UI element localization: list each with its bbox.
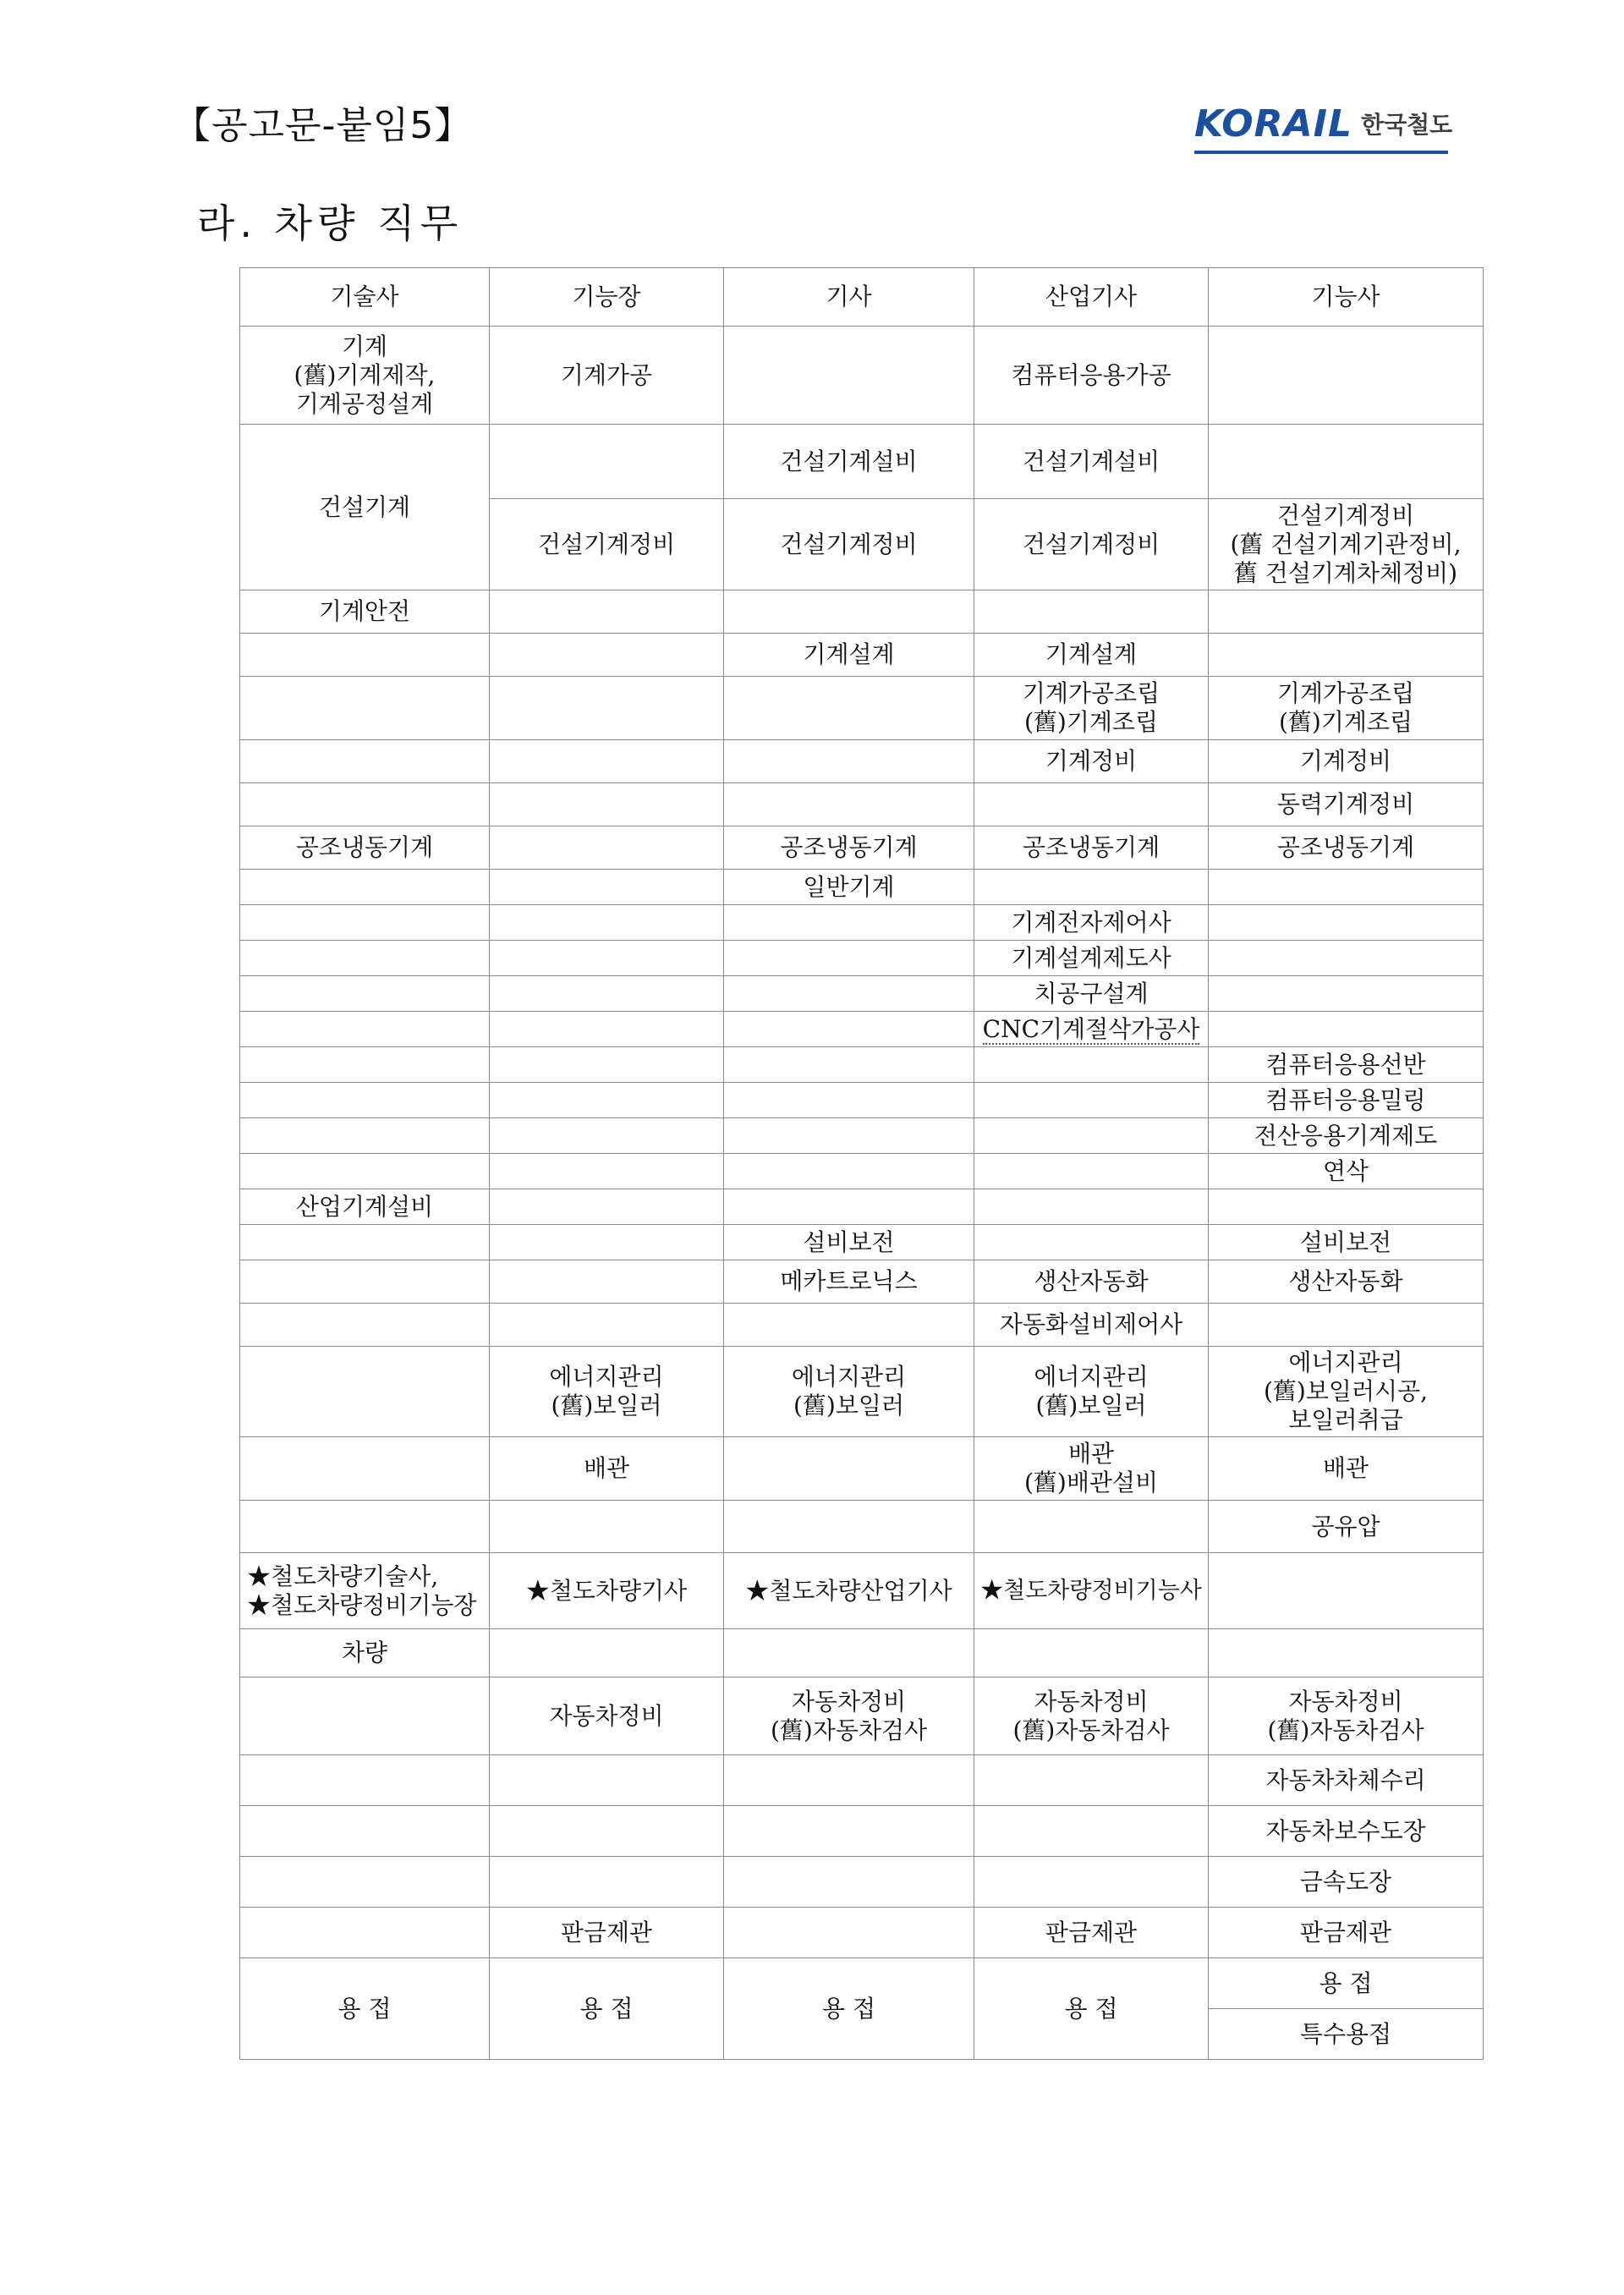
table-cell: 기계가공조립 (舊)기계조립 — [974, 677, 1209, 740]
table-cell: 컴퓨터응용밀링 — [1209, 1083, 1484, 1118]
table-cell — [724, 1755, 974, 1806]
table-cell — [490, 425, 724, 499]
table-cell — [724, 1501, 974, 1553]
table-row — [240, 1260, 1484, 1304]
table-cell — [724, 1118, 974, 1154]
table-cell — [490, 1012, 724, 1047]
table-cell — [490, 1304, 724, 1347]
table-cell — [490, 1083, 724, 1118]
table-cell — [240, 1154, 490, 1189]
notice-label: 【공고문-붙임5】 — [173, 104, 473, 147]
table-cell — [240, 783, 490, 826]
table-cell — [1209, 425, 1484, 499]
table-cell: 건설기계정비 — [974, 499, 1209, 590]
table-cell — [724, 1012, 974, 1047]
table-cell — [724, 1437, 974, 1501]
table-cell — [724, 1806, 974, 1857]
table-cell — [490, 1154, 724, 1189]
table-cell — [240, 1304, 490, 1347]
table-row — [240, 1047, 1484, 1083]
table-row — [240, 1958, 1484, 2009]
table-cell — [724, 1857, 974, 1908]
table-cell — [974, 1189, 1209, 1225]
table-header-row — [240, 268, 1484, 327]
table-cell: 공조냉동기계 — [240, 826, 490, 870]
table-cell: 차량 — [240, 1629, 490, 1677]
table-cell — [1209, 1629, 1484, 1677]
table-cell: 금속도장 — [1209, 1857, 1484, 1908]
column-header: 기능사 — [1209, 268, 1484, 327]
table-row — [240, 677, 1484, 740]
table-cell: 특수용접 — [1209, 2009, 1484, 2060]
table-cell — [724, 941, 974, 976]
table-cell: 컴퓨터응용선반 — [1209, 1047, 1484, 1083]
table-cell — [240, 1755, 490, 1806]
table-cell: 치공구설계 — [974, 976, 1209, 1012]
logo-underline — [1194, 151, 1448, 154]
table-cell: 자동차차체수리 — [1209, 1755, 1484, 1806]
table-cell: 건설기계정비 (舊 건설기계기관정비, 舊 건설기계차체정비) — [1209, 499, 1484, 590]
table-cell — [490, 677, 724, 740]
table-cell — [974, 783, 1209, 826]
table-cell: 메카트로닉스 — [724, 1260, 974, 1304]
section-title: 라. 차량 직무 — [197, 200, 464, 246]
table-cell: 건설기계 — [240, 425, 490, 590]
table-cell — [974, 1806, 1209, 1857]
table-cell — [240, 1047, 490, 1083]
table-cell: 배관 — [1209, 1437, 1484, 1501]
table-cell — [240, 740, 490, 783]
table-cell: 용 접 — [240, 1958, 490, 2060]
table-cell — [240, 634, 490, 677]
table-cell: 설비보전 — [1209, 1225, 1484, 1260]
table-row — [240, 1755, 1484, 1806]
table-cell: 자동차정비 (舊)자동차검사 — [724, 1677, 974, 1755]
table-cell: 에너지관리 (舊)보일러 — [724, 1347, 974, 1437]
table-cell — [724, 1083, 974, 1118]
table-cell — [724, 1154, 974, 1189]
table-row — [240, 1225, 1484, 1260]
table-cell: 자동차정비 (舊)자동차검사 — [1209, 1677, 1484, 1755]
table-row — [240, 783, 1484, 826]
table-cell — [724, 1189, 974, 1225]
table-cell — [240, 1677, 490, 1755]
table-cell — [490, 783, 724, 826]
table-cell: 건설기계설비 — [724, 425, 974, 499]
table-cell: 건설기계설비 — [974, 425, 1209, 499]
table-cell — [1209, 1553, 1484, 1629]
table-cell — [974, 1857, 1209, 1908]
table-cell — [724, 783, 974, 826]
table-cell — [490, 1189, 724, 1225]
table-cell — [1209, 1304, 1484, 1347]
table-cell: 기계설계제도사 — [974, 941, 1209, 976]
table-cell — [1209, 1189, 1484, 1225]
column-header: 산업기사 — [974, 268, 1209, 327]
table-row — [240, 941, 1484, 976]
table-cell — [974, 1047, 1209, 1083]
table-cell: 자동차정비 — [490, 1677, 724, 1755]
table-cell — [240, 941, 490, 976]
table-cell — [490, 1857, 724, 1908]
table-row — [240, 976, 1484, 1012]
table-row — [240, 1677, 1484, 1755]
table-cell — [490, 870, 724, 905]
table-cell: 판금제관 — [974, 1908, 1209, 1958]
logo-brand: KORAIL — [1194, 102, 1353, 145]
table-row — [240, 1154, 1484, 1189]
table-cell — [490, 1225, 724, 1260]
table-cell — [724, 1908, 974, 1958]
table-cell: ★철도차량기술사, ★철도차량정비기능장 — [240, 1553, 490, 1629]
table-cell — [490, 976, 724, 1012]
table-cell — [240, 1347, 490, 1437]
column-header: 기술사 — [240, 268, 490, 327]
table-cell: 기계설계 — [724, 634, 974, 677]
table-cell: 공조냉동기계 — [1209, 826, 1484, 870]
table-cell: CNC기계절삭가공사 — [974, 1012, 1209, 1047]
table-row — [240, 425, 1484, 499]
table-cell — [490, 826, 724, 870]
table-cell: 기계가공 — [490, 327, 724, 425]
table-row — [240, 1629, 1484, 1677]
table-cell — [724, 590, 974, 634]
table-cell: 생산자동화 — [1209, 1260, 1484, 1304]
table-cell — [724, 1047, 974, 1083]
table-cell — [1209, 634, 1484, 677]
table-cell — [1209, 976, 1484, 1012]
table-row — [240, 1437, 1484, 1501]
table-row — [240, 905, 1484, 941]
table-cell — [240, 905, 490, 941]
table-cell — [1209, 941, 1484, 976]
table-cell — [240, 1260, 490, 1304]
korail-logo — [1194, 100, 1452, 147]
table-cell — [1209, 327, 1484, 425]
table-cell — [240, 1806, 490, 1857]
table-cell — [490, 941, 724, 976]
table-cell: 배관 — [490, 1437, 724, 1501]
table-cell — [490, 590, 724, 634]
table-cell — [724, 740, 974, 783]
table-cell — [240, 1908, 490, 1958]
table-row — [240, 1553, 1484, 1629]
logo-korean: 한국철도 — [1361, 111, 1453, 139]
table-cell — [724, 1304, 974, 1347]
table-cell: 건설기계정비 — [724, 499, 974, 590]
table-cell: 설비보전 — [724, 1225, 974, 1260]
table-cell: 산업기계설비 — [240, 1189, 490, 1225]
table-row — [240, 1189, 1484, 1225]
table-cell: 기계설계 — [974, 634, 1209, 677]
table-row — [240, 826, 1484, 870]
qualification-table — [239, 267, 1484, 2060]
table-cell — [240, 870, 490, 905]
table-cell — [1209, 870, 1484, 905]
table-row — [240, 1857, 1484, 1908]
table-cell — [490, 1047, 724, 1083]
table-cell: 에너지관리 (舊)보일러 — [490, 1347, 724, 1437]
table-cell — [1209, 905, 1484, 941]
table-row — [240, 1083, 1484, 1118]
table-cell: 기계정비 — [1209, 740, 1484, 783]
table-cell — [490, 1260, 724, 1304]
table-cell: 건설기계정비 — [490, 499, 724, 590]
table-cell — [240, 1857, 490, 1908]
table-row — [240, 1012, 1484, 1047]
table-cell — [974, 870, 1209, 905]
table-cell: 에너지관리 (舊)보일러 — [974, 1347, 1209, 1437]
table-row — [240, 1908, 1484, 1958]
table-cell: 용 접 — [724, 1958, 974, 2060]
table-cell — [490, 1806, 724, 1857]
table-cell — [490, 1755, 724, 1806]
table-cell — [490, 1501, 724, 1553]
table-cell — [974, 1501, 1209, 1553]
table-cell: 자동화설비제어사 — [974, 1304, 1209, 1347]
column-header: 기사 — [724, 268, 974, 327]
table-cell — [724, 1629, 974, 1677]
table-cell — [240, 1012, 490, 1047]
table-cell — [724, 677, 974, 740]
table-cell: 기계전자제어사 — [974, 905, 1209, 941]
table-cell — [490, 740, 724, 783]
table-cell — [1209, 590, 1484, 634]
table-cell: 기계정비 — [974, 740, 1209, 783]
table-cell: 공유압 — [1209, 1501, 1484, 1553]
table-cell — [724, 905, 974, 941]
table-cell: 생산자동화 — [974, 1260, 1209, 1304]
table-cell — [974, 1225, 1209, 1260]
table-row — [240, 1501, 1484, 1553]
table-cell — [974, 1755, 1209, 1806]
table-cell — [240, 677, 490, 740]
table-cell: 배관 (舊)배관설비 — [974, 1437, 1209, 1501]
table-cell: 전산응용기계제도 — [1209, 1118, 1484, 1154]
table-cell — [974, 1629, 1209, 1677]
table-cell: 용 접 — [1209, 1958, 1484, 2009]
table-cell — [240, 1225, 490, 1260]
table-cell — [240, 1437, 490, 1501]
table-cell: 공조냉동기계 — [724, 826, 974, 870]
table-cell — [490, 905, 724, 941]
table-row — [240, 870, 1484, 905]
table-cell: 일반기계 — [724, 870, 974, 905]
table-cell — [974, 1083, 1209, 1118]
table-cell: 에너지관리 (舊)보일러시공, 보일러취급 — [1209, 1347, 1484, 1437]
table-cell — [240, 1118, 490, 1154]
table-cell: 기계가공조립 (舊)기계조립 — [1209, 677, 1484, 740]
table-cell: 기계 (舊)기계제작, 기계공정설계 — [240, 327, 490, 425]
table-cell: 판금제관 — [1209, 1908, 1484, 1958]
table-cell: ★철도차량정비기능사 — [974, 1553, 1209, 1629]
table-row — [240, 740, 1484, 783]
table-row — [240, 1118, 1484, 1154]
table-cell — [1209, 1012, 1484, 1047]
table-row — [240, 1347, 1484, 1437]
table-cell — [490, 634, 724, 677]
table-cell — [240, 1083, 490, 1118]
table-row — [240, 634, 1484, 677]
table-cell — [724, 327, 974, 425]
table-row — [240, 1304, 1484, 1347]
table-cell: 자동차보수도장 — [1209, 1806, 1484, 1857]
table-cell: 공조냉동기계 — [974, 826, 1209, 870]
table-cell — [240, 976, 490, 1012]
table-cell — [724, 976, 974, 1012]
table-cell — [490, 1629, 724, 1677]
table-cell — [490, 1118, 724, 1154]
table-cell: 용 접 — [974, 1958, 1209, 2060]
table-cell: ★철도차량산업기사 — [724, 1553, 974, 1629]
table-cell — [974, 1118, 1209, 1154]
table-cell: 컴퓨터응용가공 — [974, 327, 1209, 425]
table-cell: 판금제관 — [490, 1908, 724, 1958]
table-row — [240, 590, 1484, 634]
table-cell: ★철도차량기사 — [490, 1553, 724, 1629]
table-cell: 용 접 — [490, 1958, 724, 2060]
table-cell — [974, 1154, 1209, 1189]
table-cell: 자동차정비 (舊)자동차검사 — [974, 1677, 1209, 1755]
table-cell — [974, 590, 1209, 634]
table-row — [240, 327, 1484, 425]
column-header: 기능장 — [490, 268, 724, 327]
table-row — [240, 1806, 1484, 1857]
table-cell: 기계안전 — [240, 590, 490, 634]
table-cell — [240, 1501, 490, 1553]
table-cell: 동력기계정비 — [1209, 783, 1484, 826]
table-cell: 연삭 — [1209, 1154, 1484, 1189]
